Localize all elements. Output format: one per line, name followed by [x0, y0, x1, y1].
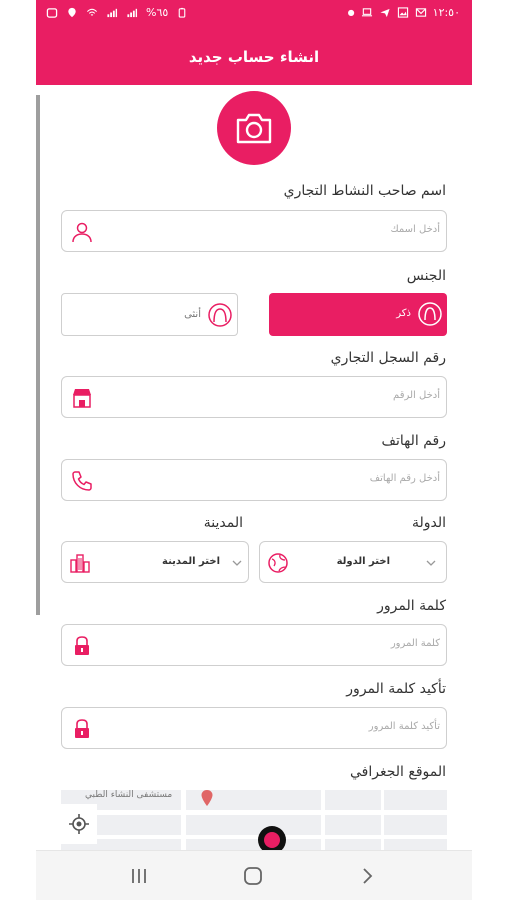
map-road — [61, 810, 447, 815]
commercial-register-placeholder: أدخل الرقم — [393, 390, 440, 401]
location-map[interactable] — [61, 790, 447, 850]
mail-icon — [415, 7, 427, 18]
phone-field[interactable] — [61, 459, 447, 501]
outer-margin-left — [0, 0, 36, 900]
status-time: ١٢:٥٠ — [432, 6, 460, 19]
recent-apps-icon[interactable] — [128, 865, 150, 887]
gender-female-option[interactable] — [61, 293, 238, 336]
map-road — [61, 835, 447, 839]
map-marker — [258, 826, 286, 850]
country-label: الدولة — [411, 515, 446, 531]
phone-label: رقم الهاتف — [381, 433, 446, 449]
map-place-label: مستشفى النشاء الطبي — [85, 790, 173, 800]
city-value: اختر المدينة — [162, 556, 220, 567]
my-location-button[interactable] — [61, 804, 97, 844]
wifi-icon — [86, 7, 98, 18]
business-owner-field[interactable] — [61, 210, 447, 252]
gender-label: الجنس — [406, 268, 446, 284]
confirm-password-field[interactable] — [61, 707, 447, 749]
password-field[interactable] — [61, 624, 447, 666]
status-right — [348, 6, 460, 19]
signal-icon-2 — [126, 7, 138, 18]
location-icon — [66, 7, 78, 18]
confirm-password-placeholder: تأكيد كلمة المرور — [368, 721, 440, 732]
system-nav-bar — [36, 850, 472, 900]
phone-screen — [36, 0, 472, 900]
city-icon — [68, 551, 92, 575]
back-icon[interactable] — [356, 865, 378, 887]
map-road — [181, 790, 186, 850]
lock-icon — [70, 634, 94, 658]
location-label: الموقع الجغرافي — [350, 764, 446, 780]
crosshair-icon — [68, 813, 90, 835]
chevron-down-icon — [424, 556, 438, 570]
commercial-register-field[interactable] — [61, 376, 447, 418]
home-icon[interactable] — [242, 865, 264, 887]
scrollbar[interactable] — [36, 95, 40, 615]
country-value: اختر الدولة — [336, 556, 390, 567]
gallery-icon — [397, 7, 409, 18]
map-road — [381, 790, 384, 850]
status-left — [46, 6, 188, 19]
gender-male-option[interactable] — [269, 293, 447, 336]
status-bar — [36, 0, 472, 28]
confirm-password-label: تأكيد كلمة المرور — [346, 681, 446, 697]
battery-percent: %٦٥ — [146, 6, 169, 19]
battery-icon — [176, 7, 188, 18]
camera-icon — [235, 111, 273, 145]
outer-margin-right — [472, 0, 506, 900]
alarm-icon — [46, 7, 58, 18]
gender-male-label: ذكر — [396, 308, 411, 319]
business-owner-label: اسم صاحب النشاط التجاري — [283, 183, 446, 199]
profile-photo-button[interactable] — [217, 91, 291, 165]
app-bar — [36, 28, 472, 85]
phone-icon — [70, 469, 94, 493]
telegram-icon — [379, 7, 391, 18]
map-road — [321, 790, 325, 850]
business-owner-placeholder: أدخل اسمك — [390, 224, 440, 235]
globe-icon — [266, 551, 290, 575]
signal-icon — [106, 7, 118, 18]
gender-female-label: أنثى — [184, 309, 201, 320]
city-select[interactable] — [61, 541, 249, 583]
password-placeholder: كلمة المرور — [390, 638, 440, 649]
laptop-icon — [361, 7, 373, 18]
country-select[interactable] — [259, 541, 447, 583]
dot-icon: ● — [347, 8, 355, 17]
city-label: المدينة — [203, 515, 243, 531]
page-title: انشاء حساب جديد — [188, 47, 320, 66]
store-icon — [70, 386, 94, 410]
phone-placeholder: أدخل رقم الهاتف — [369, 473, 440, 484]
chevron-down-icon — [230, 556, 244, 570]
user-icon — [70, 220, 94, 244]
commercial-register-label: رقم السجل التجاري — [330, 350, 446, 366]
male-icon — [417, 301, 443, 327]
password-label: كلمة المرور — [377, 598, 446, 614]
lock-icon — [70, 717, 94, 741]
map-pin-icon — [201, 790, 213, 806]
female-icon — [207, 302, 233, 328]
